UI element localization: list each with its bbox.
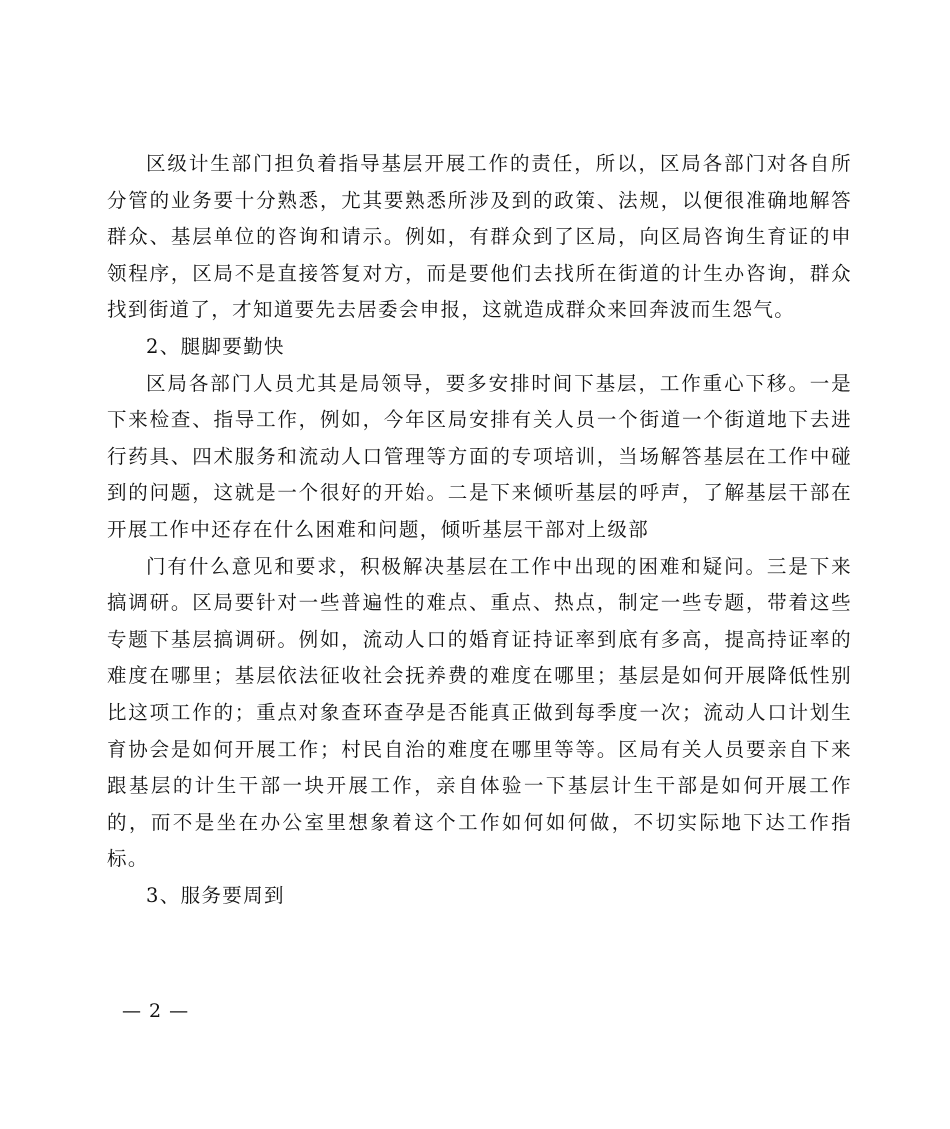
paragraph-responsibility: 区级计生部门担负着指导基层开展工作的责任，所以，区局各部门对各自所分管的业务要十分熟悉，尤其要熟悉所涉及到的政策、法规，以便很准确地解答群众、基层单位的咨询和请示。例如，有群众到了区局，向区局咨询生育证的申领程序，区局不是直接答复对方，而是要他们去找所在街道的计生办咨询，群众找到街道了，才知道要先去居委会申报，这就造成群众来回奔波而生怨气。 <box>107 152 852 322</box>
document-body <box>107 146 852 914</box>
section-heading-diligence: 2、腿脚要勤快 <box>146 334 285 358</box>
page-number: — 2 — <box>122 1000 190 1022</box>
paragraph-visit-grassroots: 区局各部门人员尤其是局领导，要多安排时间下基层，工作重心下移。一是下来检查、指导工作，例如，今年区局安排有关人员一个街道一个街道地下去进行药具、四术服务和流动人口管理等方面的专项培训，当场解答基层在工作中碰到的问题，这就是一个很好的开始。二是下来倾听基层的呼声，了解基层干部在开展工作中还存在什么困难和问题，倾听基层干部对上级部 <box>107 371 852 541</box>
paragraph-research: 门有什么意见和要求，积极解决基层在工作中出现的困难和疑问。三是下来搞调研。区局要针对一些普遍性的难点、重点、热点，制定一些专题，带着这些专题下基层搞调研。例如，流动人口的婚育证持证率到底有多高，提高持证率的难度在哪里；基层依法征收社会抚养费的难度在哪里；基层是如何开展降低性别比这项工作的；重点对象查环查孕是否能真正做到每季度一次；流动人口计划生育协会是如何开展工作；村民自治的难度在哪里等等。区局有关人员要亲自下来跟基层的计生干部一块开展工作，亲自体验一下基层计生干部是如何开展工作的，而不是坐在办公室里想象着这个工作如何如何做，不切实际地下达工作指标。 <box>107 554 852 871</box>
section-heading-service: 3、服务要周到 <box>146 883 285 907</box>
